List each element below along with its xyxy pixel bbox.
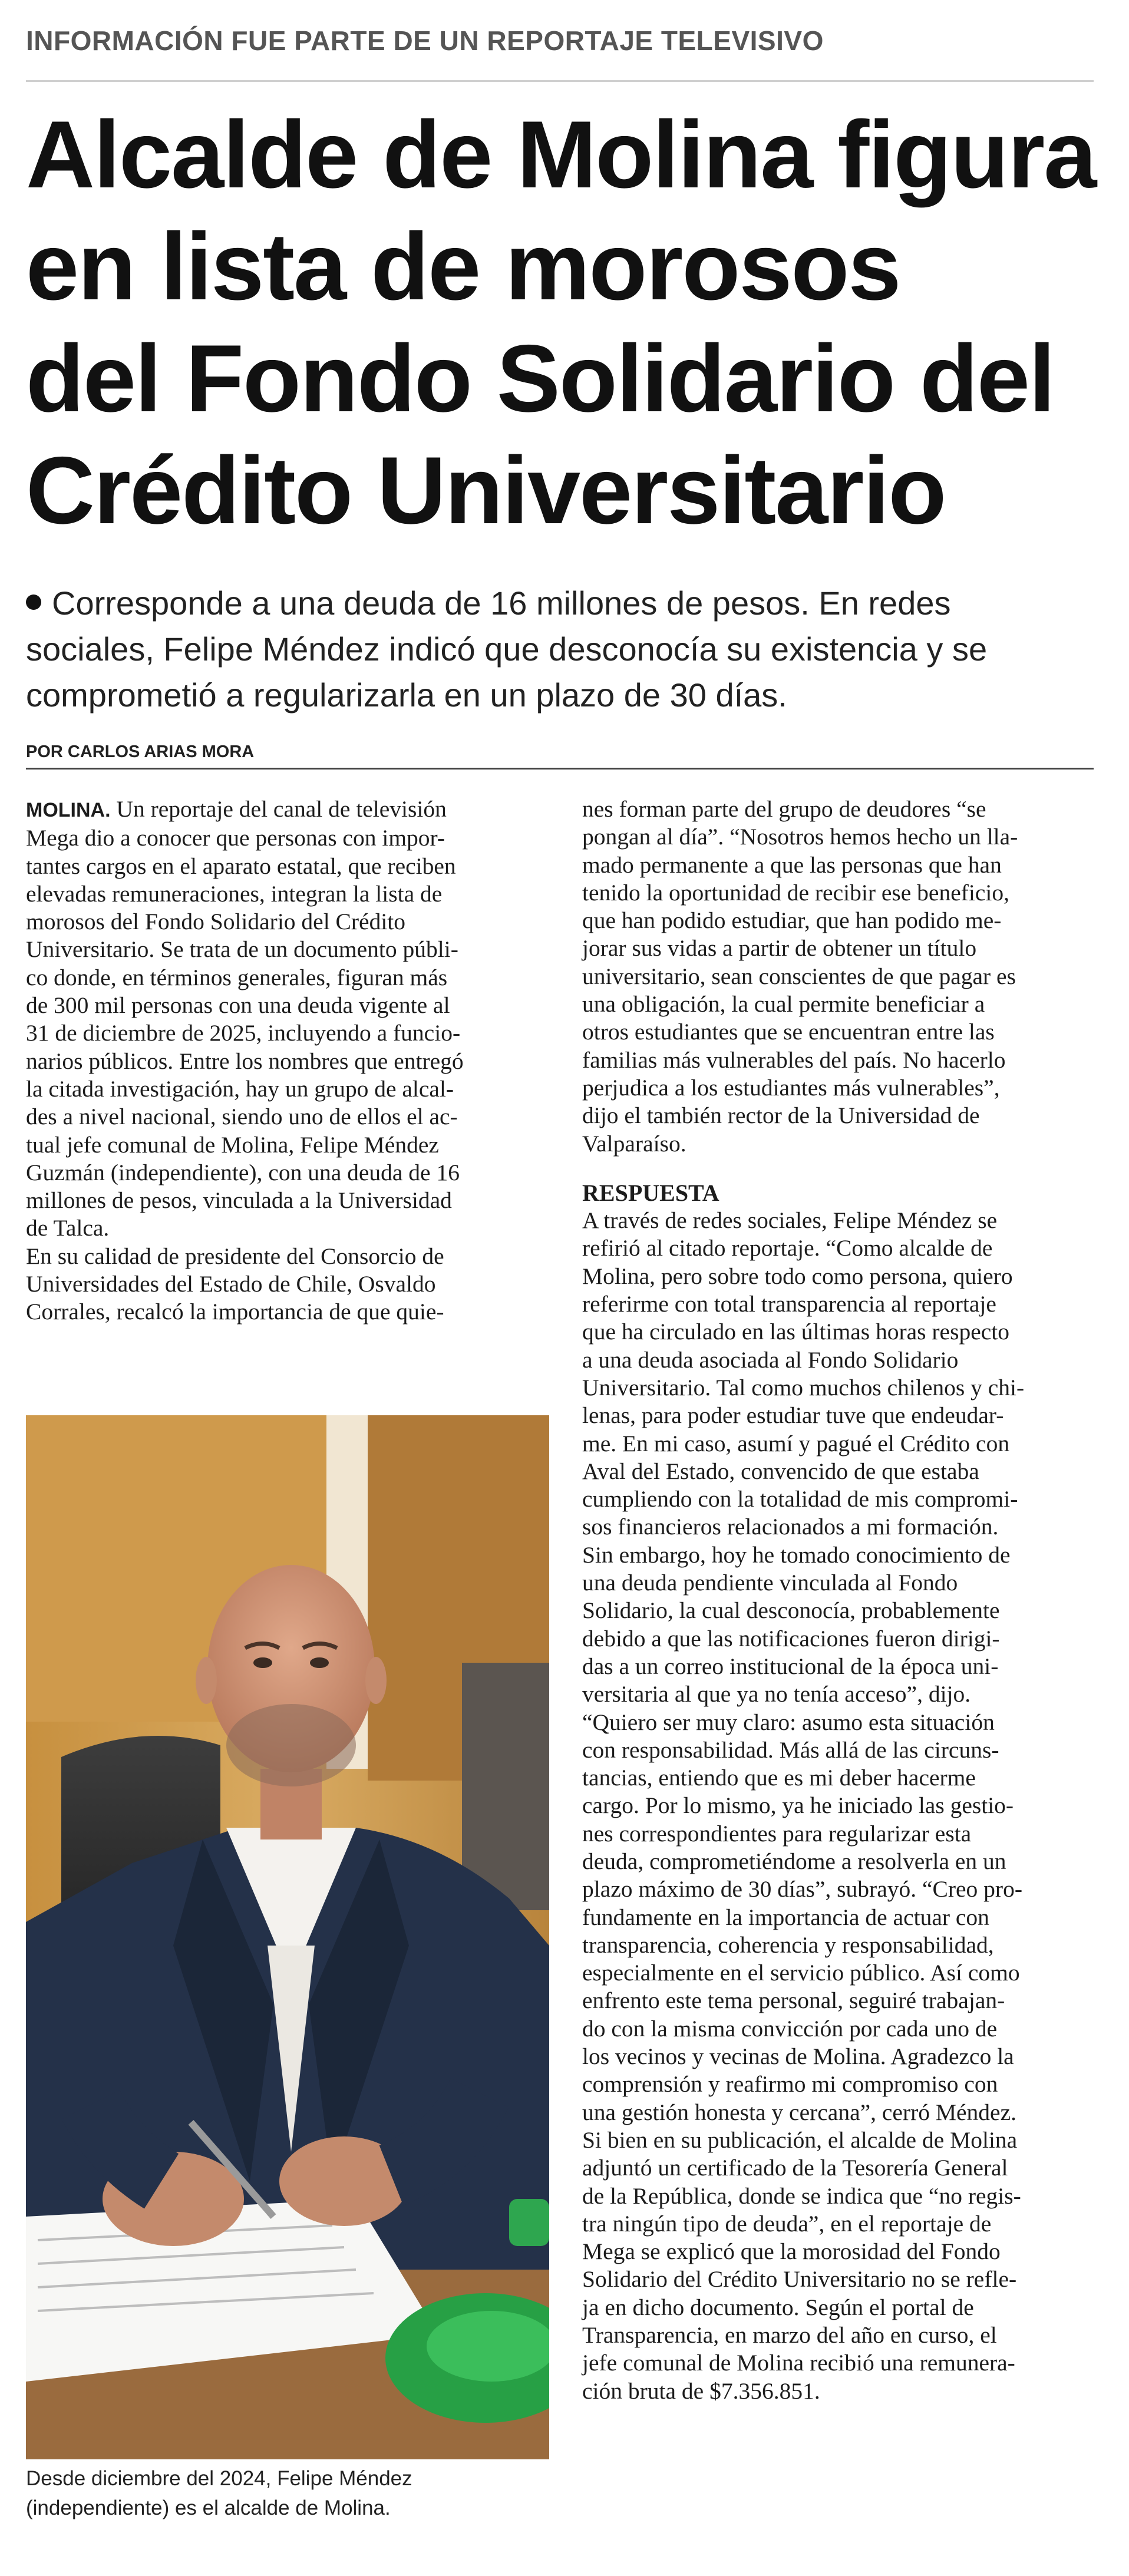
- byline-divider: [26, 768, 1094, 770]
- text-line: 31 de diciembre de 2025, incluyendo a funcio-: [26, 1020, 461, 1046]
- headline-line: en lista de morosos: [26, 213, 900, 320]
- text-line: debido a que las notificaciones fueron dirigi-: [582, 1625, 1000, 1652]
- text-line: a una deuda asociada al Fondo Solidario: [582, 1346, 959, 1373]
- byline: POR CARLOS ARIAS MORA: [26, 742, 255, 761]
- text-line: familias más vulnerables del país. No hacerlo: [582, 1046, 1006, 1073]
- paragraph: [582, 1709, 1110, 2126]
- text-line: Universitario. Se trata de un documento públi-: [26, 936, 458, 963]
- text-line: co donde, en términos generales, figuran más: [26, 964, 448, 990]
- text-line: especialmente en el servicio público. Así como: [582, 1960, 1020, 1986]
- text-line: Molina, pero sobre todo como persona, quiero: [582, 1263, 1013, 1289]
- text-line: tancias, entiendo que es mi deber hacerme: [582, 1765, 976, 1791]
- kicker-divider: [26, 80, 1094, 82]
- text-line: Sin embargo, hoy he tomado conocimiento de: [582, 1541, 1011, 1568]
- headline: [26, 99, 1104, 547]
- text-line: me. En mi caso, asumí y pagué el Crédito con: [582, 1430, 1010, 1457]
- text-line: nes forman parte del grupo de deudores “se: [582, 796, 986, 822]
- text-line: Mega dio a conocer que personas con impor-: [26, 825, 445, 851]
- deck-line: sociales, Felipe Méndez indicó que desconocía su existencia y se: [26, 630, 988, 668]
- text-line: Solidario, la cual desconocía, probablemente: [582, 1597, 1000, 1624]
- text-line: una deuda pendiente vinculada al Fondo: [582, 1570, 958, 1596]
- headline-line: Alcalde de Molina figura: [26, 101, 1096, 208]
- text-line: narios públicos. Entre los nombres que entregó: [26, 1048, 464, 1074]
- text-line: Corrales, recalcó la importancia de que quie-: [26, 1299, 444, 1325]
- text-line: Universidades del Estado de Chile, Osvaldo: [26, 1271, 436, 1297]
- text-line: nes correspondientes para regularizar esta: [582, 1820, 972, 1847]
- newspaper-page: [26, 0, 1101, 2576]
- text-line: pongan al día”. “Nosotros hemos hecho un lla-: [582, 824, 1018, 850]
- text-line: cumpliendo con la totalidad de mis compromi-: [582, 1486, 1018, 1512]
- text-line: jorar sus vidas a partir de obtener un título: [582, 935, 977, 962]
- text-line: los vecinos y vecinas de Molina. Agradezco la: [582, 2043, 1014, 2070]
- paragraph: [26, 1243, 550, 1326]
- text-line: jefe comunal de Molina recibió una remunera-: [582, 2350, 1015, 2376]
- text-line: Aval del Estado, convencido de que estaba: [582, 1458, 979, 1484]
- text-line: Valparaíso.: [582, 1130, 686, 1157]
- deck-summary: [26, 580, 1104, 718]
- text-line: de la República, donde se indica que “no regis-: [582, 2182, 1021, 2209]
- paragraph: [582, 2126, 1110, 2405]
- text-line: mado permanente a que las personas que han: [582, 851, 1002, 878]
- text-line: fundamente en la importancia de actuar con: [582, 1904, 989, 1930]
- text-line: Solidario del Crédito Universitario no se refle-: [582, 2266, 1017, 2293]
- text-line: tantes cargos en el aparato estatal, que reciben: [26, 853, 456, 879]
- text-line: morosos del Fondo Solidario del Crédito: [26, 909, 406, 935]
- text-line: Si bien en su publicación, el alcalde de Molina: [582, 2126, 1018, 2153]
- section-subhead: RESPUESTA: [582, 1179, 719, 1206]
- text-line: ja en dicho documento. Según el portal de: [582, 2294, 974, 2320]
- text-line: adjuntó un certificado de la Tesorería General: [582, 2155, 1008, 2181]
- text-line: tra ningún tipo de deuda”, en el reportaje de: [582, 2210, 992, 2237]
- text-line: transparencia, coherencia y responsabilidad,: [582, 1931, 994, 1958]
- text-line: des a nivel nacional, siendo uno de ellos el ac-: [26, 1104, 458, 1130]
- caption-line: (independiente) es el alcalde de Molina.: [26, 2496, 391, 2519]
- photo-caption: [26, 2464, 556, 2523]
- text-line: Mega se explicó que la morosidad del Fondo: [582, 2238, 1001, 2265]
- text-line: de Talca.: [26, 1215, 110, 1241]
- text-line: otros estudiantes que se encuentran entre las: [582, 1019, 995, 1045]
- text-line: una obligación, la cual permite beneficiar a: [582, 991, 985, 1018]
- text-line: deuda, comprometiéndome a resolverla en un: [582, 1848, 1006, 1874]
- text-line: elevadas remuneraciones, integran la lista de: [26, 880, 443, 907]
- kicker: INFORMACIÓN FUE PARTE DE UN REPORTAJE TELEVISIVO: [26, 25, 824, 56]
- text-line: millones de pesos, vinculada a la Universidad: [26, 1187, 452, 1214]
- dateline: MOLINA.: [26, 799, 111, 821]
- text-line: versitaria al que ya no tenía acceso”, dijo.: [582, 1681, 971, 1708]
- text-line: sos financieros relacionados a mi formación.: [582, 1514, 999, 1540]
- text-line: A través de redes sociales, Felipe Méndez se: [582, 1207, 998, 1234]
- text-line: perjudica a los estudiantes más vulnerables”,: [582, 1074, 1000, 1101]
- portrait-illustration: [26, 1415, 549, 2459]
- text-line: tenido la oportunidad de recibir ese beneficio,: [582, 879, 1009, 906]
- text-line: Guzmán (independiente), con una deuda de 16: [26, 1159, 460, 1185]
- text-line: con responsabilidad. Más allá de las circuns-: [582, 1736, 999, 1763]
- bullet-icon: [26, 595, 41, 610]
- text-line: enfrento este tema personal, seguiré trabajan-: [582, 1987, 1005, 2014]
- mayor-photo: [26, 1415, 549, 2459]
- text-line: lenas, para poder estudiar tuve que endeudar-: [582, 1402, 1004, 1429]
- text-line: das a un correo institucional de la época uni-: [582, 1653, 999, 1679]
- deck-line: Corresponde a una deuda de 16 millones de pesos. En redes: [26, 580, 1104, 626]
- headline-line: Crédito Universitario: [26, 437, 946, 544]
- text-line: que han podido estudiar, que han podido me-: [582, 907, 1002, 934]
- text-line: En su calidad de presidente del Consorcio de: [26, 1243, 444, 1269]
- text-line: comprensión y reafirmo mi compromiso con: [582, 2071, 998, 2098]
- text-line: referirme con total transparencia al reportaje: [582, 1291, 996, 1317]
- paragraph: [582, 1207, 1110, 1708]
- text-line: universitario, sean conscientes de que pagar es: [582, 963, 1016, 989]
- paragraph: [582, 795, 1110, 1158]
- text-line: la citada investigación, hay un grupo de alcal-: [26, 1075, 454, 1102]
- text-line: tual jefe comunal de Molina, Felipe Méndez: [26, 1131, 439, 1158]
- text-line: Universitario. Tal como muchos chilenos y chi-: [582, 1374, 1025, 1401]
- text-line: MOLINA. Un reportaje del canal de televisión: [26, 796, 447, 822]
- text-line: “Quiero ser muy claro: asumo esta situación: [582, 1709, 995, 1735]
- headline-line: del Fondo Solidario del: [26, 325, 1055, 432]
- text-line: ción bruta de $7.356.851.: [582, 2377, 820, 2404]
- text-line: de 300 mil personas con una deuda vigente al: [26, 992, 450, 1019]
- deck-line: comprometió a regularizarla en un plazo de 30 días.: [26, 676, 787, 714]
- text-line: plazo máximo de 30 días”, subrayó. “Creo pro-: [582, 1876, 1022, 1903]
- text-line: que ha circulado en las últimas horas respecto: [582, 1319, 1010, 1345]
- text-line: dijo el también rector de la Universidad de: [582, 1102, 980, 1129]
- text-line: do con la misma convicción por cada uno de: [582, 2015, 998, 2042]
- caption-line: Desde diciembre del 2024, Felipe Méndez: [26, 2467, 412, 2490]
- text-line: cargo. Por lo mismo, ya he iniciado las gestio-: [582, 1792, 1014, 1819]
- paragraph: [26, 795, 550, 1243]
- article-column-left: [26, 795, 550, 1326]
- text-line: Transparencia, en marzo del año en curso, el: [582, 2322, 997, 2349]
- text-line: una gestión honesta y cercana”, cerró Méndez.: [582, 2099, 1016, 2125]
- article-column-right: [582, 795, 1110, 2405]
- text-line: refirió al citado reportaje. “Como alcalde de: [582, 1235, 993, 1261]
